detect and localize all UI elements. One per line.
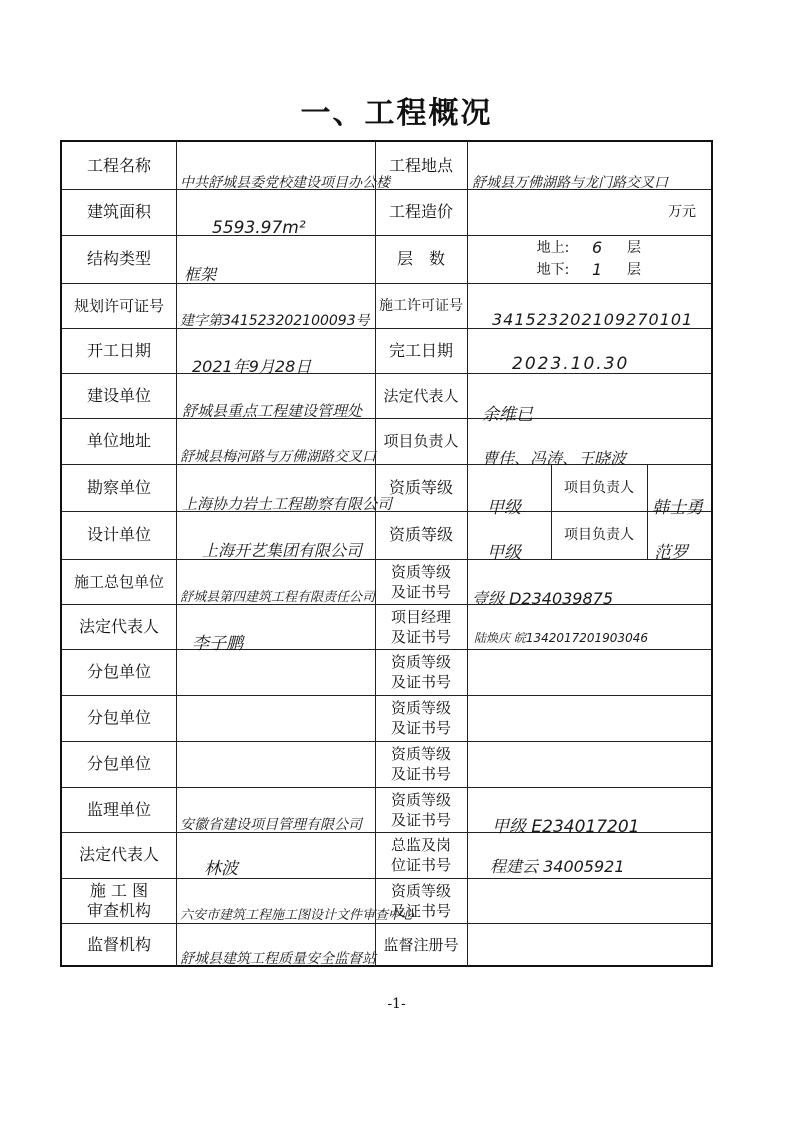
value-review-org: 六安市建筑工程施工图设计文件审查中心 <box>180 908 415 923</box>
label-design-lead: 项目负责人 <box>564 527 634 543</box>
label-survey-unit: 勘察单位 <box>86 477 151 497</box>
label-completion-date: 完工日期 <box>388 340 453 360</box>
value-unit-project-leads: 曹佳、冯涛、王晓波 <box>482 449 627 468</box>
label-review-grade: 资质等级 及证书号 <box>390 881 451 920</box>
label-unit-project-lead: 项目负责人 <box>383 432 459 450</box>
value-chief-supervisor: 程建云 34005921 <box>490 857 625 876</box>
value-survey-unit: 上海协力岩土工程勘察有限公司 <box>182 495 393 513</box>
label-start-date: 开工日期 <box>86 340 151 360</box>
label-survey-lead: 项目负责人 <box>564 479 634 496</box>
label-floor-unit-above: 层 <box>627 240 641 256</box>
value-completion-date: 2023.10.30 <box>512 354 630 374</box>
value-contractor-grade: 壹级 D234039875 <box>472 589 614 608</box>
label-project-location: 工程地点 <box>388 155 453 175</box>
label-structure-type: 结构类型 <box>86 249 151 268</box>
label-general-contractor: 施工总包单位 <box>73 572 164 591</box>
label-floor-unit-below: 层 <box>627 262 641 278</box>
label-project-name: 工程名称 <box>86 155 151 175</box>
value-construction-permit: 341523202109270101 <box>492 310 694 329</box>
label-supervision-unit: 监理单位 <box>86 799 151 819</box>
label-survey-grade: 资质等级 <box>388 477 453 497</box>
value-supervision-grade: 甲级 E234017201 <box>492 817 640 837</box>
value-project-name: 中共舒城县委党校建设项目办公楼 <box>180 175 390 191</box>
label-chief-supervisor: 总监及岗 位证书号 <box>390 836 451 874</box>
value-floors-below: 1 <box>592 260 603 279</box>
value-floor-area: 5593.97m² <box>212 218 306 238</box>
label-project-cost: 工程造价 <box>388 202 453 221</box>
value-contractor-pm: 陆焕庆 皖1342017201903046 <box>474 631 648 645</box>
label-sub-unit-3-grade: 资质等级 及证书号 <box>390 745 451 783</box>
value-survey-grade: 甲级 <box>487 498 521 518</box>
label-contractor-pm: 项目经理 及证书号 <box>390 607 451 646</box>
label-design-grade: 资质等级 <box>388 525 453 544</box>
value-contractor-legal-rep: 李子鹏 <box>192 634 243 654</box>
label-sub-unit-1: 分包单位 <box>86 662 151 681</box>
page-number: -1- <box>387 996 406 1012</box>
label-contractor-legal-rep: 法定代表人 <box>78 616 159 636</box>
label-cost-unit: 万元 <box>668 204 696 220</box>
label-supervision-legal-rep: 法定代表人 <box>78 845 159 864</box>
value-design-unit: 上海开艺集团有限公司 <box>202 541 363 560</box>
label-floors: 层 数 <box>396 249 445 268</box>
label-sub-unit-1-grade: 资质等级 及证书号 <box>390 653 451 691</box>
value-monitor-org: 舒城县建筑工程质量安全监督站 <box>180 951 376 967</box>
label-developer: 建设单位 <box>86 385 151 405</box>
value-start-date: 2021年9月28日 <box>192 357 312 376</box>
value-survey-lead: 韩士勇 <box>652 498 703 518</box>
label-supervision-grade: 资质等级 及证书号 <box>390 790 451 829</box>
value-supervision-unit: 安徽省建设项目管理有限公司 <box>180 817 362 833</box>
page-title: 一、工程概况 <box>300 96 493 131</box>
label-unit-address: 单位地址 <box>86 431 151 450</box>
value-project-location: 舒城县万佛湖路与龙门路交叉口 <box>472 175 668 191</box>
label-construction-permit: 施工许可证号 <box>379 297 463 314</box>
label-sub-unit-2-grade: 资质等级 及证书号 <box>390 699 451 737</box>
label-sub-unit-2: 分包单位 <box>86 708 151 727</box>
label-floor-area: 建筑面积 <box>86 202 151 221</box>
value-structure-type: 框架 <box>184 265 217 284</box>
value-design-grade: 甲级 <box>487 543 521 563</box>
value-unit-address: 舒城县梅河路与万佛湖路交叉口 <box>180 449 376 465</box>
value-planning-permit: 建字第341523202100093号 <box>180 313 370 329</box>
label-sub-unit-3: 分包单位 <box>86 754 151 773</box>
label-monitor-org: 监督机构 <box>86 935 151 954</box>
label-above-ground: 地上: <box>536 240 570 256</box>
value-design-lead: 范罗 <box>654 543 688 563</box>
label-monitor-reg: 监督注册号 <box>383 936 459 954</box>
label-review-org: 施 工 图 审查机构 <box>86 880 151 920</box>
label-developer-legal-rep: 法定代表人 <box>383 386 459 405</box>
value-floors-above: 6 <box>592 238 603 257</box>
value-supervision-legal-rep: 林波 <box>204 859 238 879</box>
label-design-unit: 设计单位 <box>86 525 151 544</box>
label-planning-permit: 规划许可证号 <box>73 296 164 315</box>
project-overview-table <box>60 140 713 967</box>
value-developer-legal-rep: 余维已 <box>482 405 533 425</box>
label-contractor-grade: 资质等级 及证书号 <box>390 562 451 601</box>
label-below-ground: 地下: <box>536 262 570 278</box>
value-general-contractor: 舒城县第四建筑工程有限责任公司 <box>180 590 376 605</box>
value-developer: 舒城县重点工程建设管理处 <box>182 402 363 420</box>
